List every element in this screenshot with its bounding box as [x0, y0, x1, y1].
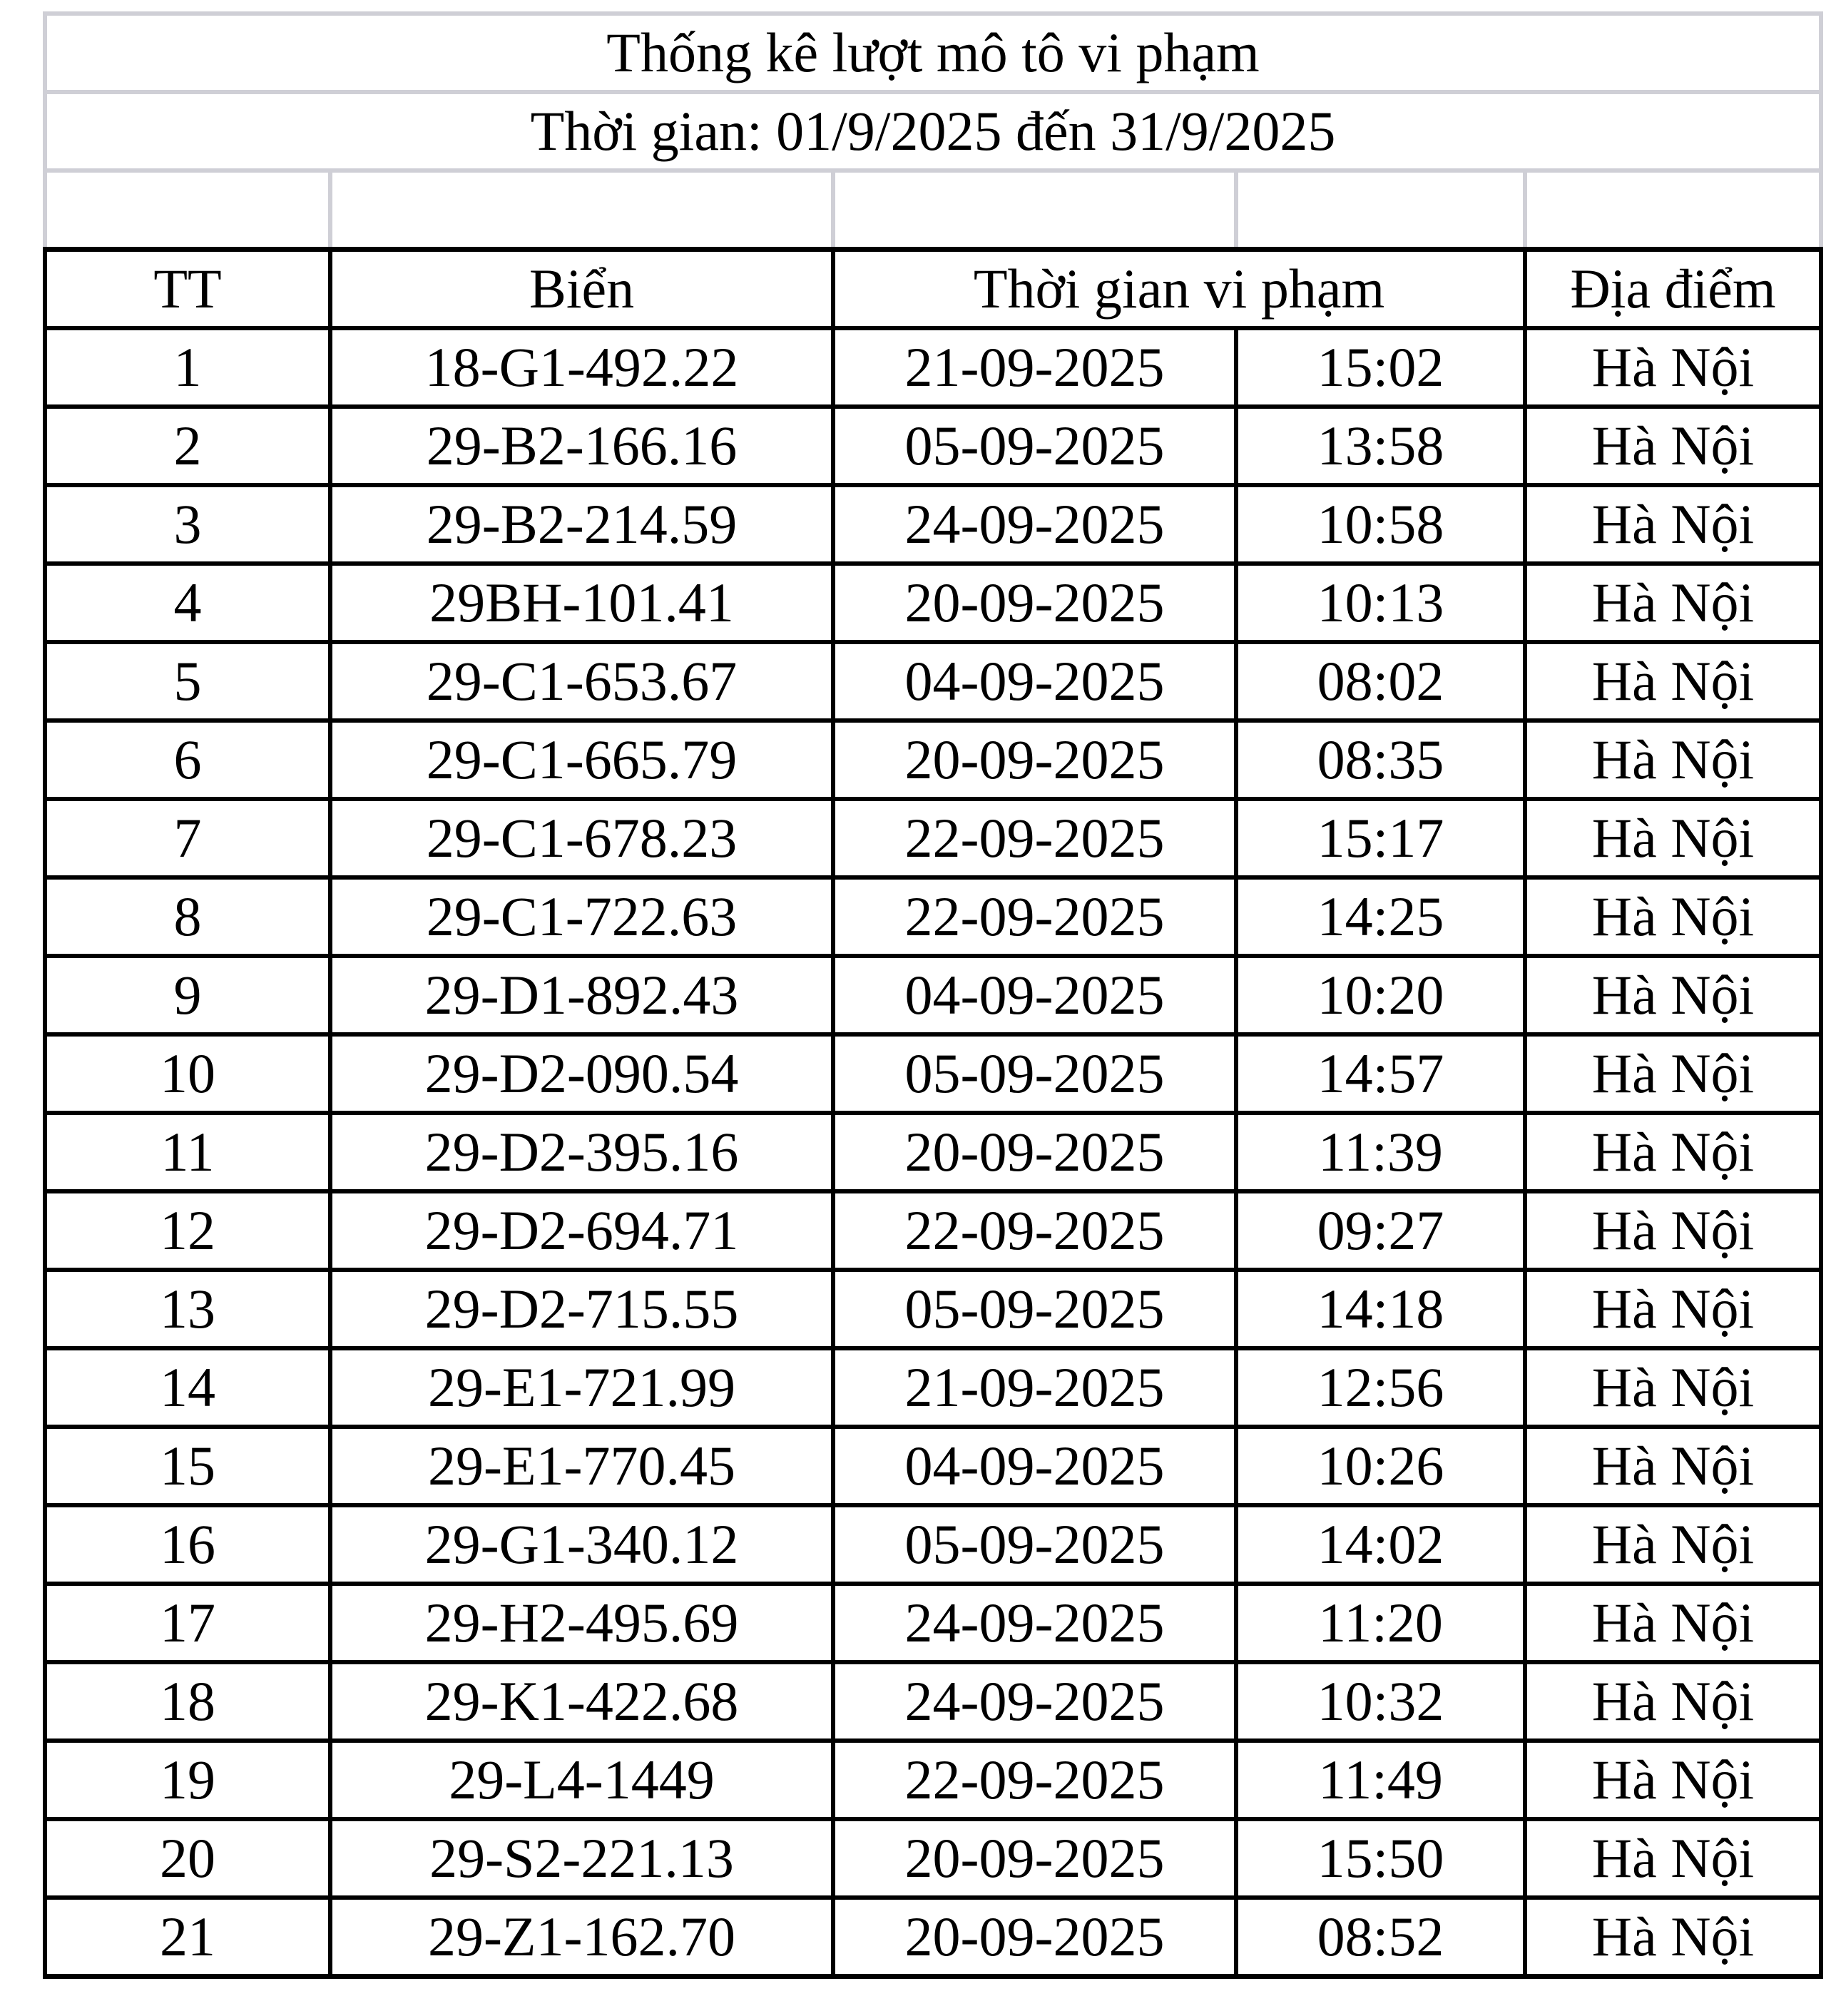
- cell-time: 10:20: [1236, 956, 1525, 1034]
- cell-tt: 4: [45, 564, 330, 642]
- cell-location: Hà Nội: [1525, 877, 1821, 956]
- cell-plate: 29-S2-221.13: [330, 1819, 833, 1898]
- header-location: Địa điểm: [1525, 250, 1821, 329]
- cell-time: 09:27: [1236, 1191, 1525, 1270]
- cell-location: Hà Nội: [1525, 642, 1821, 721]
- cell-plate: 29-L4-1449: [330, 1741, 833, 1819]
- cell-plate: 29-B2-214.59: [330, 485, 833, 564]
- blank-cell: [330, 170, 833, 250]
- cell-location: Hà Nội: [1525, 1662, 1821, 1741]
- cell-tt: 14: [45, 1348, 330, 1427]
- table-row: [45, 328, 1821, 407]
- cell-date: 04-09-2025: [833, 642, 1236, 721]
- table-row: [45, 1584, 1821, 1662]
- table-row: [45, 1191, 1821, 1270]
- cell-tt: 7: [45, 799, 330, 877]
- cell-tt: 8: [45, 877, 330, 956]
- cell-date: 22-09-2025: [833, 1191, 1236, 1270]
- cell-date: 21-09-2025: [833, 1348, 1236, 1427]
- cell-tt: 11: [45, 1113, 330, 1191]
- cell-tt: 13: [45, 1270, 330, 1348]
- cell-date: 22-09-2025: [833, 1741, 1236, 1819]
- blank-row: [45, 170, 1821, 250]
- table-row: [45, 721, 1821, 799]
- cell-time: 10:26: [1236, 1427, 1525, 1505]
- table-row: [45, 1348, 1821, 1427]
- cell-tt: 19: [45, 1741, 330, 1819]
- cell-location: Hà Nội: [1525, 1584, 1821, 1662]
- cell-plate: 29-D2-395.16: [330, 1113, 833, 1191]
- table-row: [45, 1113, 1821, 1191]
- cell-plate: 18-G1-492.22: [330, 328, 833, 407]
- cell-tt: 18: [45, 1662, 330, 1741]
- table-row: [45, 1427, 1821, 1505]
- table-row: [45, 799, 1821, 877]
- table-row: [45, 1741, 1821, 1819]
- table-row: [45, 956, 1821, 1034]
- table-row: [45, 877, 1821, 956]
- cell-tt: 20: [45, 1819, 330, 1898]
- cell-plate: 29-G1-340.12: [330, 1505, 833, 1584]
- table-row: [45, 485, 1821, 564]
- cell-tt: 17: [45, 1584, 330, 1662]
- cell-tt: 12: [45, 1191, 330, 1270]
- cell-date: 05-09-2025: [833, 1034, 1236, 1113]
- cell-plate: 29-D1-892.43: [330, 956, 833, 1034]
- cell-date: 05-09-2025: [833, 407, 1236, 485]
- violation-sheet: [43, 11, 1819, 1979]
- header-tt: TT: [45, 250, 330, 329]
- cell-time: 11:49: [1236, 1741, 1525, 1819]
- header-row: [45, 250, 1821, 329]
- cell-date: 21-09-2025: [833, 328, 1236, 407]
- cell-time: 08:35: [1236, 721, 1525, 799]
- table-row: [45, 1505, 1821, 1584]
- cell-plate: 29-D2-694.71: [330, 1191, 833, 1270]
- cell-time: 08:52: [1236, 1898, 1525, 1977]
- cell-plate: 29-C1-722.63: [330, 877, 833, 956]
- cell-location: Hà Nội: [1525, 1741, 1821, 1819]
- cell-location: Hà Nội: [1525, 1191, 1821, 1270]
- cell-plate: 29-H2-495.69: [330, 1584, 833, 1662]
- cell-date: 20-09-2025: [833, 1113, 1236, 1191]
- cell-time: 14:57: [1236, 1034, 1525, 1113]
- cell-time: 08:02: [1236, 642, 1525, 721]
- cell-location: Hà Nội: [1525, 799, 1821, 877]
- table-row: [45, 1270, 1821, 1348]
- cell-time: 10:13: [1236, 564, 1525, 642]
- cell-time: 11:20: [1236, 1584, 1525, 1662]
- blank-cell: [45, 170, 330, 250]
- cell-location: Hà Nội: [1525, 407, 1821, 485]
- cell-location: Hà Nội: [1525, 1427, 1821, 1505]
- cell-tt: 9: [45, 956, 330, 1034]
- table-row: [45, 642, 1821, 721]
- cell-tt: 15: [45, 1427, 330, 1505]
- cell-plate: 29BH-101.41: [330, 564, 833, 642]
- cell-time: 13:58: [1236, 407, 1525, 485]
- cell-date: 22-09-2025: [833, 877, 1236, 956]
- table-title: Thống kê lượt mô tô vi phạm: [45, 14, 1821, 92]
- cell-time: 14:18: [1236, 1270, 1525, 1348]
- cell-location: Hà Nội: [1525, 1113, 1821, 1191]
- cell-tt: 1: [45, 328, 330, 407]
- cell-time: 14:25: [1236, 877, 1525, 956]
- cell-date: 05-09-2025: [833, 1505, 1236, 1584]
- cell-date: 20-09-2025: [833, 1898, 1236, 1977]
- cell-plate: 29-Z1-162.70: [330, 1898, 833, 1977]
- cell-tt: 6: [45, 721, 330, 799]
- title-row: [45, 14, 1821, 92]
- cell-location: Hà Nội: [1525, 1270, 1821, 1348]
- cell-date: 04-09-2025: [833, 956, 1236, 1034]
- cell-date: 20-09-2025: [833, 1819, 1236, 1898]
- header-violation-time: Thời gian vi phạm: [833, 250, 1525, 329]
- table-row: [45, 1819, 1821, 1898]
- header-plate: Biển: [330, 250, 833, 329]
- violation-table: [43, 11, 1823, 1979]
- cell-plate: 29-D2-715.55: [330, 1270, 833, 1348]
- cell-tt: 5: [45, 642, 330, 721]
- cell-plate: 29-E1-770.45: [330, 1427, 833, 1505]
- cell-tt: 21: [45, 1898, 330, 1977]
- cell-location: Hà Nội: [1525, 485, 1821, 564]
- cell-date: 05-09-2025: [833, 1270, 1236, 1348]
- blank-cell: [1525, 170, 1821, 250]
- cell-plate: 29-C1-665.79: [330, 721, 833, 799]
- cell-time: 11:39: [1236, 1113, 1525, 1191]
- cell-location: Hà Nội: [1525, 1898, 1821, 1977]
- cell-date: 24-09-2025: [833, 1662, 1236, 1741]
- cell-time: 12:56: [1236, 1348, 1525, 1427]
- cell-location: Hà Nội: [1525, 721, 1821, 799]
- cell-time: 15:50: [1236, 1819, 1525, 1898]
- cell-tt: 2: [45, 407, 330, 485]
- table-row: [45, 564, 1821, 642]
- cell-date: 04-09-2025: [833, 1427, 1236, 1505]
- cell-plate: 29-C1-653.67: [330, 642, 833, 721]
- cell-date: 20-09-2025: [833, 721, 1236, 799]
- cell-date: 22-09-2025: [833, 799, 1236, 877]
- cell-tt: 3: [45, 485, 330, 564]
- cell-time: 15:17: [1236, 799, 1525, 877]
- table-row: [45, 407, 1821, 485]
- cell-location: Hà Nội: [1525, 1505, 1821, 1584]
- cell-time: 14:02: [1236, 1505, 1525, 1584]
- cell-location: Hà Nội: [1525, 1348, 1821, 1427]
- cell-date: 20-09-2025: [833, 564, 1236, 642]
- cell-plate: 29-D2-090.54: [330, 1034, 833, 1113]
- cell-date: 24-09-2025: [833, 1584, 1236, 1662]
- table-period: Thời gian: 01/9/2025 đến 31/9/2025: [45, 92, 1821, 170]
- cell-date: 24-09-2025: [833, 485, 1236, 564]
- cell-time: 10:58: [1236, 485, 1525, 564]
- table-row: [45, 1898, 1821, 1977]
- cell-location: Hà Nội: [1525, 1034, 1821, 1113]
- cell-location: Hà Nội: [1525, 1819, 1821, 1898]
- cell-time: 15:02: [1236, 328, 1525, 407]
- cell-time: 10:32: [1236, 1662, 1525, 1741]
- cell-plate: 29-E1-721.99: [330, 1348, 833, 1427]
- blank-cell: [1236, 170, 1525, 250]
- cell-location: Hà Nội: [1525, 956, 1821, 1034]
- table-row: [45, 1034, 1821, 1113]
- cell-plate: 29-B2-166.16: [330, 407, 833, 485]
- cell-location: Hà Nội: [1525, 328, 1821, 407]
- period-row: [45, 92, 1821, 170]
- blank-cell: [833, 170, 1236, 250]
- cell-tt: 10: [45, 1034, 330, 1113]
- cell-tt: 16: [45, 1505, 330, 1584]
- cell-location: Hà Nội: [1525, 564, 1821, 642]
- table-row: [45, 1662, 1821, 1741]
- cell-plate: 29-C1-678.23: [330, 799, 833, 877]
- cell-plate: 29-K1-422.68: [330, 1662, 833, 1741]
